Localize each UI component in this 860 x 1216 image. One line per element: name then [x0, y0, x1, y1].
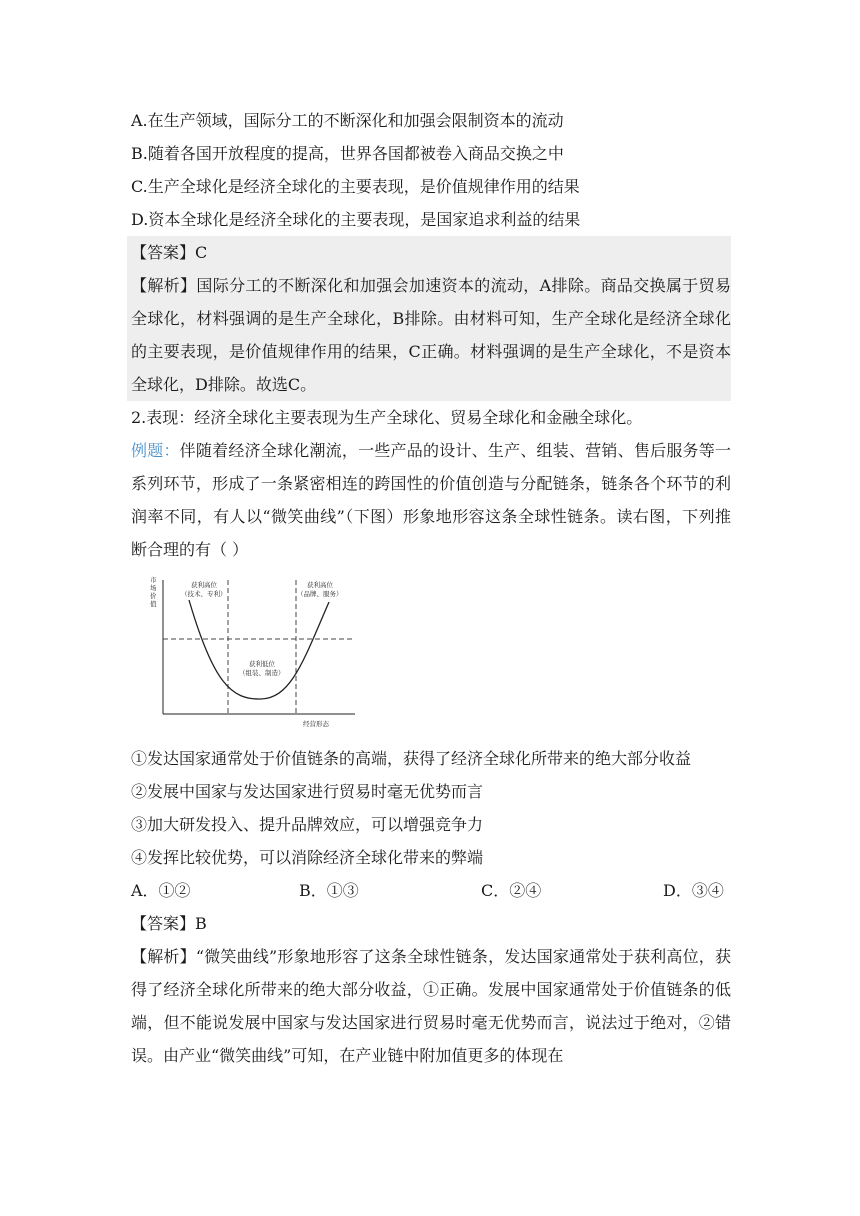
option-d: D.资本全球化是经济全球化的主要表现，是国家追求利益的结果	[131, 210, 581, 229]
choice-c: C．②④	[481, 881, 542, 900]
y-label	[150, 575, 159, 608]
choices-row	[131, 874, 731, 907]
document-page	[131, 104, 731, 1072]
y-label-1: 市	[150, 576, 157, 584]
y-label-3: 价	[150, 592, 157, 600]
example-label: 例题：	[131, 441, 180, 460]
statement-4: ④发挥比较优势，可以消除经济全球化带来的弊端	[131, 848, 484, 867]
y-label-2: 场	[150, 584, 157, 592]
answer: 【答案】C	[131, 243, 208, 262]
analysis-2: 【解析】“微笑曲线”形象地形容了这条全球性链条，发达国家通常处于获利高位，获得了经济全球化所带来的绝大部分收益，①正确。发展中国家通常处于价值链条的低端，但不能说发展中国家与发达国家进行贸易时毫无优势而言，说法过于绝对，②错误。由产业“微笑曲线”可知，在产业链中附加值更多的体现在	[131, 947, 731, 1065]
answer-box	[127, 236, 731, 401]
example-question	[131, 434, 731, 566]
example-text: 伴随着经济全球化潮流，一些产品的设计、生产、组装、营销、售后服务等一系列环节，形成了一条紧密相连的跨国性的价值创造与分配链条，链条各个环节的利润率不同，有人以“微笑曲线”（下图）形象地形容这条全球性链条。读右图，下列推断合理的有（ ）	[131, 441, 731, 559]
x-label: 经营形态	[303, 720, 329, 728]
statement-2: ②发展中国家与发达国家进行贸易时毫无优势而言	[131, 782, 484, 801]
statement-1: ①发达国家通常处于价值链条的高端，获得了经济全球化所带来的绝大部分收益	[131, 749, 692, 768]
chart-svg	[143, 572, 363, 730]
statement-3: ③加大研发投入、提升品牌效应，可以增强竞争力	[131, 815, 484, 834]
y-label-4: 值	[150, 600, 157, 608]
analysis: 【解析】国际分工的不断深化和加强会加速资本的流动，A排除。商品交换属于贸易全球化，材料强调的是生产全球化，B排除。由材料可知，生产全球化是经济全球化的主要表现，是价值规律作用的结果，C正确。材料强调的是生产全球化，不是资本全球化，D排除。故选C。	[131, 276, 731, 394]
label-right-top: 获利高位	[307, 581, 333, 589]
choice-d: D．③④	[663, 881, 724, 900]
smile-curve-chart	[143, 572, 363, 730]
option-b: B.随着各国开放程度的提高，世界各国都被卷入商品交换之中	[131, 144, 564, 163]
point-2: 2.表现：经济全球化主要表现为生产全球化、贸易全球化和金融全球化。	[131, 408, 643, 427]
label-bottom: 获利低位	[249, 660, 275, 668]
label-left-top: 获利高位	[191, 581, 217, 589]
label-bottom-sub: （组装、制造）	[239, 669, 285, 677]
smile-curve	[189, 600, 329, 699]
answer-2: 【答案】B	[131, 914, 207, 933]
label-left-top-sub: （技术、专利）	[181, 590, 227, 598]
option-c: C.生产全球化是经济全球化的主要表现，是价值规律作用的结果	[131, 177, 580, 196]
choice-a: A．①②	[131, 881, 191, 900]
choice-b: B．①③	[299, 881, 359, 900]
option-a: A.在生产领域，国际分工的不断深化和加强会限制资本的流动	[131, 111, 564, 130]
label-right-top-sub: （品牌、服务）	[297, 590, 343, 598]
